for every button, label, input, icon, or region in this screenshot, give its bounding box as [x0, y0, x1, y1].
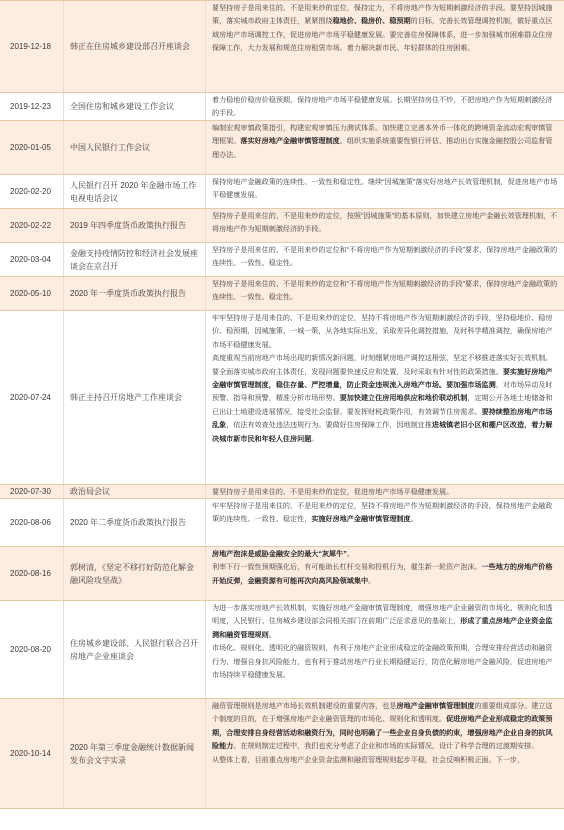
- row-event: 住房城乡建设部、人民银行联合召开房地产企业座谈会: [63, 601, 205, 698]
- content-text: ，定期公开各地土地储备和已出让土地建设进展情况，接受社会监督。要发挥财税政策作用，有效调节住房需求。: [212, 394, 553, 416]
- row-event: 中国人民银行工作会议: [63, 121, 205, 174]
- content-paragraph: [212, 312, 558, 352]
- row-date: 2020-01-05: [10, 143, 51, 152]
- emphasis-text: 形成了重点房地产企业资金监测和融资管理规则: [212, 617, 553, 639]
- content-paragraph: [212, 548, 558, 561]
- row-content: [205, 277, 564, 310]
- content-paragraph: [212, 176, 558, 203]
- row-content: [205, 93, 564, 120]
- row-event: 韩正在住房城乡建设部召开座谈会: [63, 1, 205, 92]
- table-row: [0, 243, 564, 277]
- content-text: 要坚持房子是用来住的、不是用来炒的定位，促进房地产市场平稳健康发展。: [212, 488, 454, 496]
- row-event: 人民银行召开 2020 年金融市场工作电视电话会议: [63, 175, 205, 208]
- content-text: ，对市场异动及时预警、指导和预警，精准分析市场形势。: [212, 381, 553, 403]
- content-paragraph: [212, 352, 558, 446]
- content-paragraph: [212, 561, 558, 588]
- row-date: 2020-05-10: [10, 289, 51, 298]
- row-date: 2020-08-06: [10, 518, 51, 527]
- row-content: [205, 499, 564, 546]
- content-paragraph: [212, 94, 558, 120]
- row-content: [205, 1, 564, 92]
- content-text: 。: [311, 434, 319, 443]
- row-event: 全国住房和城乡建设工作会议: [63, 93, 205, 120]
- table-row: [0, 547, 564, 601]
- row-event: 2020 年第三季度金融统计数据新闻发布会文字实录: [63, 699, 205, 808]
- row-date: 2020-03-04: [10, 255, 51, 264]
- row-content: [205, 547, 564, 600]
- row-event: 政治局会议: [63, 485, 205, 498]
- row-content: [205, 601, 564, 698]
- table-row: [0, 175, 564, 209]
- emphasis-text: 房地产金融审慎管理制度: [396, 702, 475, 710]
- content-paragraph: [212, 278, 558, 305]
- emphasis-text: 房地产泡沫是威胁金融安全的最大“灰犀牛”: [212, 550, 347, 558]
- row-date: 2019-12-18: [10, 42, 51, 51]
- table-row: [0, 1, 564, 93]
- row-date: 2020-08-20: [10, 645, 51, 654]
- content-text: 要坚持房子是用来住的、不是用来炒的定位，保持定力，不将房地产作为短期刺激经济的手段。要坚持因城施策，落实城市政府主体责任，紧紧围绕: [212, 4, 553, 26]
- content-text: 的重要组成部分。建立这个制度的目的，在于增强房地产企业融资管理的市场化、规则化和透明度。: [212, 702, 553, 724]
- content-text: 。: [346, 550, 354, 558]
- row-content: [205, 699, 564, 808]
- content-text: 。: [410, 515, 418, 524]
- content-text: 坚持房子是用来住的、不是用来炒的定位，按照“因城施策”的基本原则，加快建立房地产金融长效管理机制，不将房地产作为短期刺激经济的手段。: [212, 212, 558, 234]
- content-text: 编制宏观审慎政策指引，构建宏观审慎压力测试体系。加快建立完善本外币一体化的跨境资金流动宏观审慎管理框架。: [212, 124, 553, 146]
- row-content: [205, 209, 564, 242]
- table-row: [0, 277, 564, 311]
- content-paragraph: [212, 210, 558, 237]
- content-text: 。: [368, 576, 376, 585]
- content-paragraph: [212, 754, 558, 767]
- row-content: [205, 175, 564, 208]
- table-row: [0, 93, 564, 121]
- content-text: 融资管理规则是房地产市场长效机制建设的重要内容，也是: [212, 702, 397, 710]
- row-event: 2019 年四季度货币政策执行报告: [63, 209, 205, 242]
- row-content: [205, 311, 564, 484]
- table-row: [0, 485, 564, 499]
- row-event: 2020 年一季度货币政策执行报告: [63, 277, 205, 310]
- table-row: [0, 209, 564, 243]
- content-text: 保持房地产金融政策的连续性、一致性和稳定性。继续“因城施策”落实好房地产长效管理机制，促进房地产市场平稳健康发展。: [212, 178, 558, 200]
- content-paragraph: [212, 486, 558, 498]
- row-event: 郭树清，《坚定不移打好防范化解金融风险攻坚战》: [63, 547, 205, 600]
- content-text: 牢牢坚持房子是用来住的、不是用来炒的定位，坚持不将房地产作为短期刺激经济的手段，坚持稳地价、稳房价、稳预期，因城施策、一城一策，从各地实际出发，采取差异化调控措施，及时科学精准调控，确保房地产市场平稳健康发展。: [212, 314, 553, 349]
- content-paragraph: [212, 122, 558, 162]
- row-content: [205, 243, 564, 276]
- content-text: 着力稳地价稳房价稳预期，保持房地产市场平稳健康发展。长期坚持房住不炒，不把房地产作为短期刺激经济的手段。: [212, 96, 553, 118]
- content-text: 从整体上看，目前重点房地产企业资金监测和融资管理规则起步平稳，社会反响积极正面。下一步，: [212, 755, 525, 764]
- row-date: 2020-07-24: [10, 393, 51, 402]
- row-date: 2020-07-30: [10, 487, 51, 496]
- content-paragraph: [212, 500, 558, 527]
- emphasis-text: 要持续整治房地产市场乱象: [212, 407, 553, 430]
- content-paragraph: [212, 602, 558, 642]
- row-event: 金融支持疫情防控和经济社会发展座谈会在京召开: [63, 243, 205, 276]
- content-paragraph: [212, 642, 558, 682]
- content-text: 。: [268, 630, 276, 639]
- content-text: 的目标，完善长效管理调控机制，做好重点区域房地产市场调控工作，促进房地产市场平稳健康发展。要完善住房保障体系，进一步加强城市困难群众住房保障工作，大力发展和规范住房租赁市场。着力解决新市民、年轻群体的住房困难。: [212, 17, 553, 53]
- row-date: 2020-02-20: [10, 187, 51, 196]
- content-paragraph: [212, 700, 558, 754]
- table-row: [0, 499, 564, 547]
- row-date: 2020-02-22: [10, 221, 51, 230]
- emphasis-text: 落实好房地产金融审慎管理制度: [240, 137, 340, 146]
- emphasis-text: 促进房地产企业形成稳定的政策预期，合理安排自身经营活动和融资行为，同时也明确了一些企业自身负债的约束，增强房地产企业自身的抗风险能力: [212, 715, 553, 751]
- row-date: 2020-08-16: [10, 569, 51, 578]
- table-row: [0, 699, 564, 809]
- content-paragraph: [212, 244, 558, 271]
- row-content: [205, 485, 564, 498]
- emphasis-text: 稳地价、稳房价、稳预期: [332, 17, 411, 26]
- row-date: 2019-12-23: [10, 102, 51, 111]
- content-text: 为进一步落实房地产长效机制，实施好房地产金融审慎管理制度，增强房地产企业融资的市场化、规则化和透明度，人民银行、住房城乡建设部会同相关部门在前期广泛征求意见的基础上，: [212, 604, 553, 626]
- emphasis-text: 要加快建立住房用地供应和地价联动机制: [339, 394, 468, 403]
- row-event: 韩正主持召开房地产工作座谈会: [63, 311, 205, 484]
- emphasis-text: 进城镇老旧小区和棚户区改造，着力解决城市新市民和年轻人住房问题: [212, 421, 553, 443]
- emphasis-text: 一些地方的房地产价格开始反弹，金融资源有可能再次向高风险领域集中: [212, 563, 553, 585]
- content-text: 。组织实施系统重要性银行评估，推动出台实施金融控股公司监督管理办法。: [212, 137, 553, 159]
- emphasis-text: 实施好房地产金融审慎管理制度: [311, 515, 411, 524]
- content-text: 市场化、规则化、透明化的融资规则，有利于房地产企业形成稳定的金融政策预期，合理安排经营活动和融资行为，增强自身抗风险能力，也有利于推动房地产行业长期稳健运行，防范化解房地产金融风险，促进房地产市场持续平稳健康发展。: [212, 644, 553, 680]
- row-date: 2020-10-14: [10, 749, 51, 758]
- content-text: ，依法有效查处违法违规行为。要做好住房保障工作，因地制宜推: [226, 421, 432, 430]
- row-content: [205, 121, 564, 174]
- content-text: 利率下行一致性预期强化后，有可能助长杠杆交易和投机行为，催生新一轮资产泡沫。: [212, 563, 482, 572]
- content-text: 高度重视当前房地产市场出现的新情况新问题，时刻绷紧房地产调控这根弦，坚定不移推进落实好长效机制。要全面落实城市政府主体责任，发现问题要快速反应和处置，及时采取有针对性的政策措施。: [212, 354, 553, 376]
- content-text: 。在规则制定过程中，我们也充分考虑了企业和市场的实际情况，设计了科学合理的过渡期安排。: [233, 742, 539, 751]
- content-text: 坚持房子是用来住的、不是用来炒的定位和“不将房地产作为短期刺激经济的手段”要求，保持房地产金融政策的连续性、一致性、稳定性。: [212, 280, 558, 302]
- emphasis-text: 要实施好房地产金融审慎管理制度，稳住存量、严控增量，防止资金违规流入房地产市场。要加强市场监测: [212, 367, 553, 390]
- content-text: 坚持房子是用来住的、不是用来炒的定位和“不将房地产作为短期刺激经济的手段”要求，保持房地产金融政策的连续性、一致性、稳定性。: [212, 246, 558, 268]
- table-row: [0, 311, 564, 485]
- content-paragraph: [212, 2, 558, 56]
- row-event: 2020 年二季度货币政策执行报告: [63, 499, 205, 546]
- table-row: [0, 121, 564, 175]
- content-text: 牢牢坚持房子是用来住的、不是用来炒的定位，坚持不将房地产作为短期刺激经济的手段，保持房地产金融政策的连续性、一致性、稳定性，: [212, 502, 553, 524]
- table-row: [0, 601, 564, 699]
